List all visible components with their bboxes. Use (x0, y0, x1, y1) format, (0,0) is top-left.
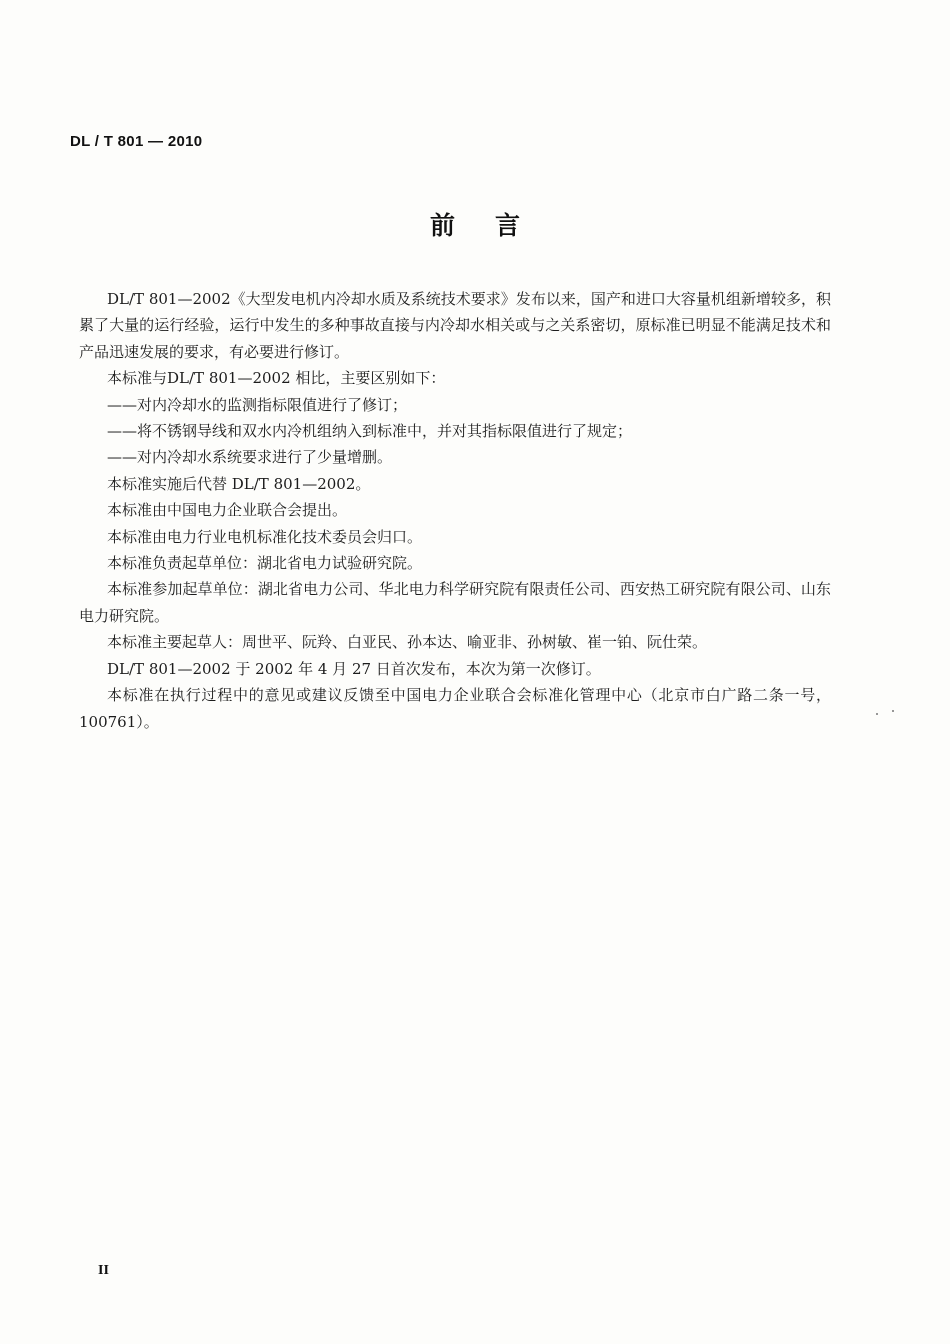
scan-speck (876, 713, 878, 715)
paragraph-participating-drafters: 本标准参加起草单位：湖北省电力公司、华北电力科学研究院有限责任公司、西安热工研究院有限公司、山东电力研究院。 (79, 580, 831, 625)
paragraph-feedback-contact: 本标准在执行过程中的意见或建议反馈至中国电力企业联合会标准化管理中心（北京市白广路二条一号，100761）。 (79, 686, 831, 731)
page-header-code: DL / T 801 — 2010 (70, 133, 203, 150)
paragraph-replaces: 本标准实施后代替 DL/T 801—2002。 (107, 474, 371, 493)
scan-speck (892, 710, 894, 712)
paragraph-main-authors: 本标准主要起草人：周世平、阮羚、白亚民、孙本达、喻亚非、孙树敏、崔一铂、阮仕荣。 (107, 633, 708, 652)
paragraph-proposed-by: 本标准由中国电力企业联合会提出。 (107, 501, 348, 520)
paragraph-revision-background: DL/T 801—2002《大型发电机内冷却水质及系统技术要求》发布以来，国产和进口大容量机组新增较多，积累了大量的运行经验，运行中发生的多种事故直接与内冷却水相关或与之关系密切，原标准已明显不能满足技术和产品迅速发展的要求，有必要进行修订。 (79, 290, 831, 361)
paragraph-lead-drafter: 本标准负责起草单位：湖北省电力试验研究院。 (107, 554, 423, 573)
paragraph-managed-by: 本标准由电力行业电机标准化技术委员会归口。 (107, 527, 423, 546)
page-number: II (98, 1263, 109, 1278)
paragraph-difference-1: ——对内冷却水的监测指标限值进行了修订； (107, 395, 408, 414)
page-title: 前言 (429, 211, 560, 240)
paragraph-main-differences: 本标准与DL/T 801—2002 相比，主要区别如下： (107, 369, 446, 388)
paragraph-difference-3: ——对内冷却水系统要求进行了少量增删。 (107, 448, 393, 467)
foreword-body (79, 286, 831, 735)
paragraph-first-publication: DL/T 801—2002 于 2002 年 4 月 27 日首次发布，本次为第一次修订。 (107, 659, 601, 678)
paragraph-difference-2: ——将不锈钢导线和双水内冷机组纳入到标准中，并对其指标限值进行了规定； (107, 422, 633, 441)
